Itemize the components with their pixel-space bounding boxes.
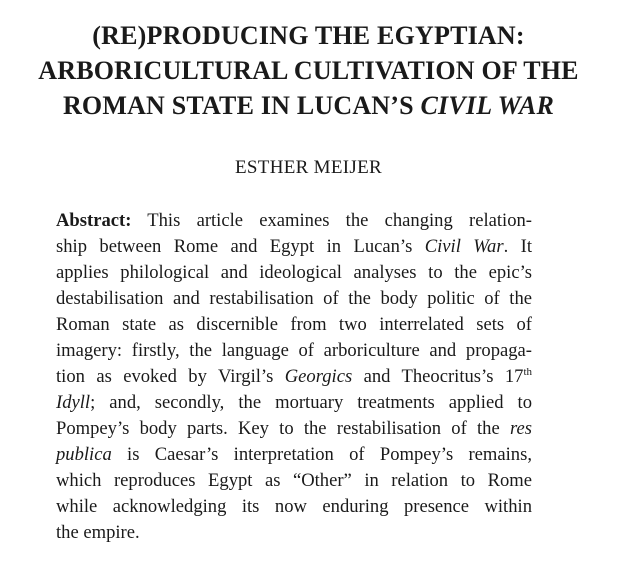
abstract-line: imagery: firstly, the language of arboriculture and propaga- [56,340,532,361]
abstract-line [56,442,532,468]
abstract-label: Abstract: [56,210,132,231]
abstract-line [56,390,532,416]
abstract-italic: publica [56,444,112,465]
abstract-text: . It [503,236,532,257]
title-line-3 [0,88,617,123]
abstract-line [56,234,532,260]
title-italic-civil-war: CIVIL WAR [420,91,555,120]
abstract-text: This article examines the changing relation- [131,210,532,231]
abstract-line: while acknowledging its now enduring presence within [56,496,532,517]
abstract-line [56,416,532,442]
title-line-2: ARBORICULTURAL CULTIVATION OF THE [38,56,579,85]
abstract-text: tion as evoked by Virgil’s [56,366,285,387]
abstract-text: ; and, secondly, the mortuary treatments applied to [90,392,532,413]
article-title [0,18,617,123]
abstract-italic: Idyll [56,392,91,413]
abstract-line: Roman state as discernible from two interrelated sets of [56,314,532,335]
abstract-text: is Caesar’s interpretation of Pompey’s remains, [111,444,532,465]
title-line-3-text: ROMAN STATE IN LUCAN’S [62,91,421,120]
abstract-text: and Theocritus’s 17 [352,366,524,387]
abstract-italic: res [509,418,532,439]
abstract-text: Pompey’s body parts. Key to the restabilisation of the [56,418,510,439]
abstract-line [56,208,532,234]
abstract-line [56,364,532,390]
abstract-line: the empire. [56,522,140,543]
title-line-1: (RE)PRODUCING THE EGYPTIAN: [92,21,525,50]
ordinal-superscript: th [523,366,532,378]
abstract-line: destabilisation and restabilisation of the body politic of the [56,288,532,309]
abstract-text: ship between Rome and Egypt in Lucan’s [56,236,425,257]
abstract-line: which reproduces Egypt as “Other” in relation to Rome [56,470,532,491]
abstract [56,208,532,546]
abstract-italic: Georgics [284,366,353,387]
abstract-italic: Civil War [424,236,504,257]
abstract-line: applies philological and ideological analyses to the epic’s [56,262,532,283]
author-name: ESTHER MEIJER [235,157,382,178]
